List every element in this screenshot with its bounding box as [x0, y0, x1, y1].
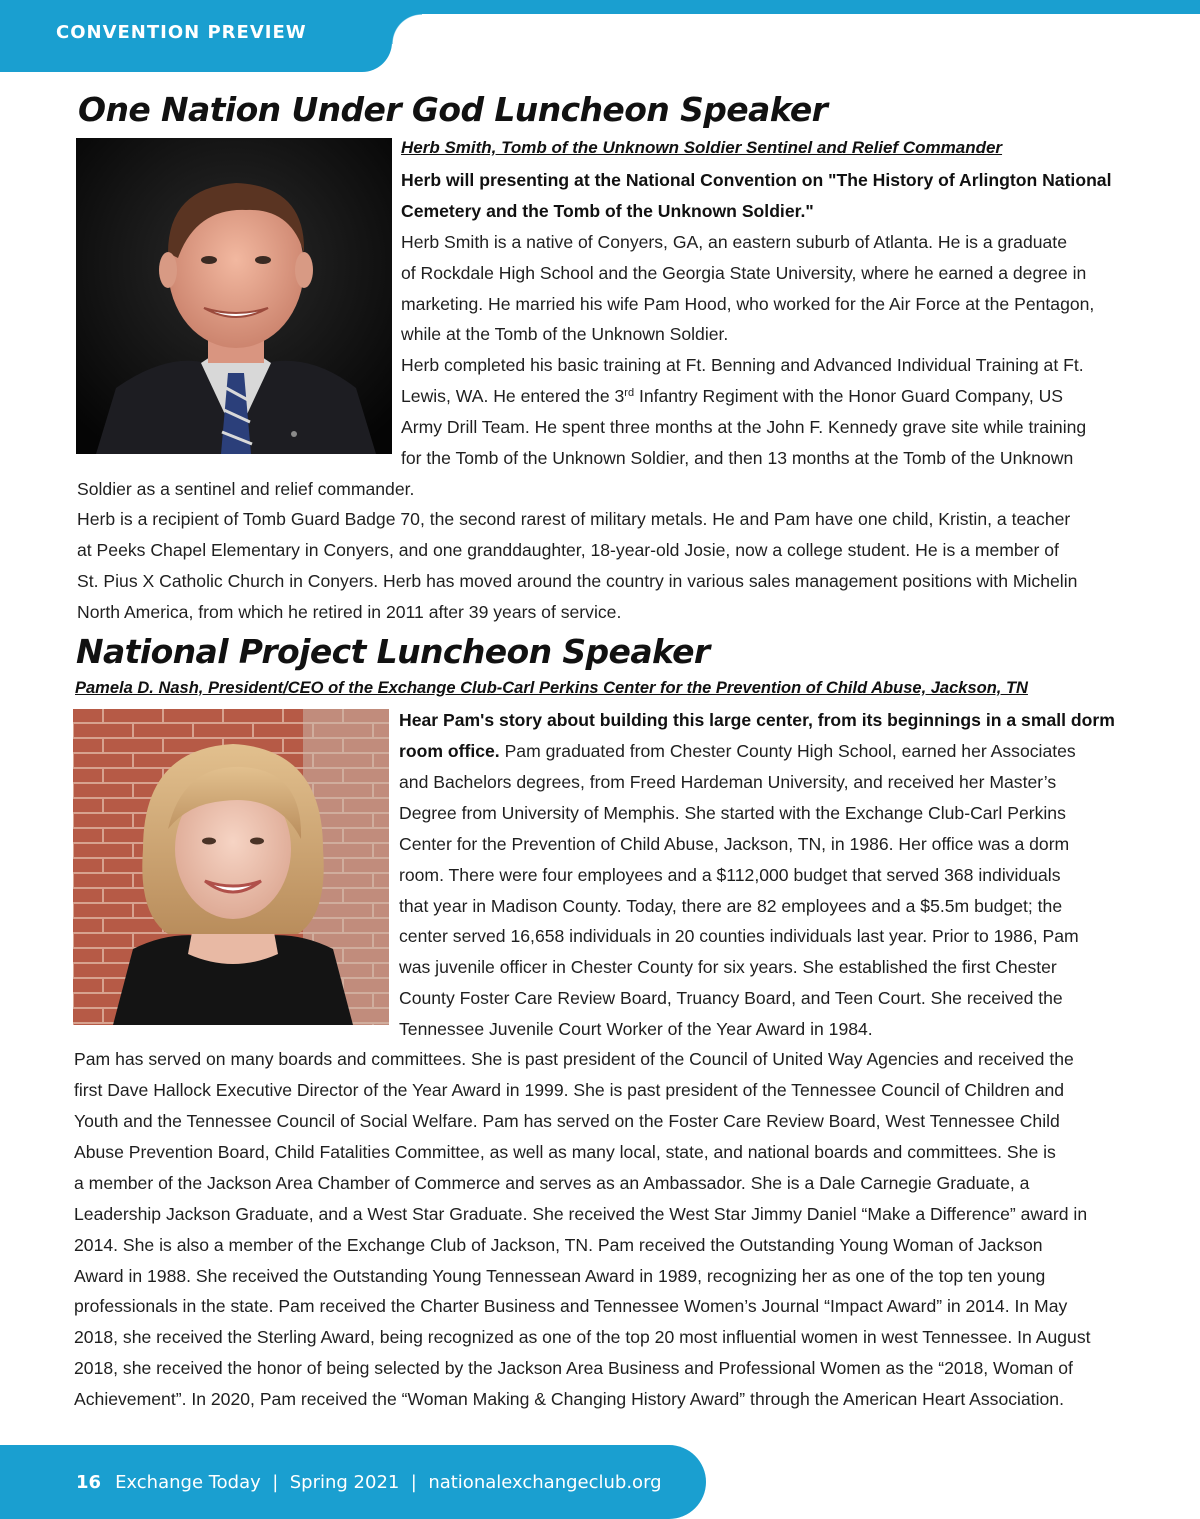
- pam-bio-line: a member of the Jackson Area Chamber of Commerce and serves as an Ambassador. She is a Dale Carnegie Graduate, a: [74, 1173, 1030, 1193]
- pam-bio-line: Center for the Prevention of Child Abuse, Jackson, TN, in 1986. Her office was a dorm: [399, 834, 1070, 854]
- herb-bio-line: North America, from which he retired in 2011 after 39 years of service.: [77, 602, 622, 622]
- section-label: CONVENTION PREVIEW: [56, 22, 307, 43]
- pam-bio-line: Leadership Jackson Graduate, and a West Star Graduate. She received the West Star Jimmy Daniel “Make a Difference” award in: [74, 1204, 1088, 1224]
- speaker-title-herb: Herb Smith, Tomb of the Unknown Soldier Sentinel and Relief Commander: [401, 138, 1003, 157]
- herb-bio-line: St. Pius X Catholic Church in Conyers. Herb has moved around the country in various sales management positions with Michelin: [77, 571, 1078, 591]
- pam-bio-line: Pam has served on many boards and committees. She is past president of the Council of United Way Agencies and received the: [74, 1049, 1074, 1069]
- pam-bio-line: room. There were four employees and a $112,000 budget that served 368 individuals: [399, 865, 1061, 885]
- pam-bio-line: [399, 740, 1076, 762]
- herb-bio-line: while at the Tomb of the Unknown Soldier.: [401, 324, 729, 344]
- herb-bio-segment: Infantry Regiment with the Honor Guard Company, US: [634, 386, 1064, 406]
- herb-bio-line: for the Tomb of the Unknown Soldier, and then 13 months at the Tomb of the Unknown: [401, 448, 1074, 468]
- pam-bio-line: Award in 1988. She received the Outstanding Young Tennessean Award in 1989, recognizing her as one of the top ten young: [74, 1266, 1046, 1286]
- herb-bio-line: Soldier as a sentinel and relief commander.: [77, 479, 415, 499]
- herb-bio-line: Herb completed his basic training at Ft. Benning and Advanced Individual Training at Ft.: [401, 355, 1084, 375]
- herb-bio-line: marketing. He married his wife Pam Hood, who worked for the Air Force at the Pentagon,: [401, 294, 1095, 314]
- pam-bio-line: Youth and the Tennessee Council of Social Welfare. Pam has served on the Foster Care Review Board, West Tennessee Child: [74, 1111, 1060, 1131]
- pam-bio-line: Tennessee Juvenile Court Worker of the Year Award in 1984.: [399, 1019, 873, 1039]
- section-heading-luncheon: One Nation Under God Luncheon Speaker: [78, 90, 828, 129]
- herb-bio-segment: Lewis, WA. He entered the 3: [401, 386, 625, 406]
- herb-bio-line: Herb Smith is a native of Conyers, GA, an eastern suburb of Atlanta. He is a graduate: [401, 232, 1067, 252]
- pam-bio-line: first Dave Hallock Executive Director of the Year Award in 1999. She is past president of the Tennessee Council of Children and: [74, 1080, 1065, 1100]
- herb-bio-line: of Rockdale High School and the Georgia State University, where he earned a degree in: [401, 263, 1087, 283]
- ordinal-superscript: rd: [624, 387, 635, 399]
- pam-bio-line: professionals in the state. Pam received the Charter Business and Tennessee Women’s Journal “Impact Award” in 2014. In May: [74, 1296, 1068, 1316]
- pam-bio-line: center served 16,658 individuals in 20 counties individuals last year. Prior to 1986, Pam: [399, 926, 1079, 946]
- photo-pamela-nash: [73, 709, 389, 1025]
- section-heading-national-project: National Project Luncheon Speaker: [76, 632, 710, 671]
- pam-bio-line: 2018, she received the Sterling Award, being recognized as one of the top 20 most influential women in west Tennessee. In August: [74, 1327, 1091, 1347]
- pam-bio-line: Abuse Prevention Board, Child Fatalities Committee, as well as many local, state, and national boards and committees. She is: [74, 1142, 1056, 1162]
- herb-bio-line: [401, 385, 1063, 407]
- pam-bio-line: Achievement”. In 2020, Pam received the “Woman Making & Changing History Award” through the American Heart Association.: [74, 1389, 1064, 1409]
- herb-bio-line: Army Drill Team. He spent three months at the John F. Kennedy grave site while training: [401, 417, 1087, 437]
- footer-publication: Exchange Today | Spring 2021 | nationalexchangeclub.org: [115, 1472, 662, 1493]
- photo-herb-smith: [76, 138, 392, 454]
- herb-lead-line-1: Herb will presenting at the National Convention on "The History of Arlington National: [401, 170, 1112, 190]
- pam-bio-line: and Bachelors degrees, from Freed Hardeman University, and received her Master’s: [399, 772, 1057, 792]
- pam-bio-line: 2014. She is also a member of the Exchange Club of Jackson, TN. Pam received the Outstanding Young Woman of Jackson: [74, 1235, 1043, 1255]
- herb-bio-line: Herb is a recipient of Tomb Guard Badge 70, the second rarest of military metals. He and Pam have one child, Kristin, a teacher: [77, 509, 1071, 529]
- pam-bio-line: Degree from University of Memphis. She started with the Exchange Club-Carl Perkins: [399, 803, 1066, 823]
- pam-lead-bold: Hear Pam's story about building this large center, from its beginnings in a small dorm: [399, 710, 1115, 730]
- pam-bio-line: that year in Madison County. Today, there are 82 employees and a $5.5m budget; the: [399, 896, 1063, 916]
- pam-bio-segment: Pam graduated from Chester County High School, earned her Associates: [499, 741, 1076, 761]
- page-number: 16: [76, 1472, 102, 1493]
- herb-lead-line-2: Cemetery and the Tomb of the Unknown Soldier.": [401, 201, 814, 221]
- pam-bio-line: was juvenile officer in Chester County for six years. She established the first Chester: [399, 957, 1057, 977]
- pam-bio-line: 2018, she received the honor of being selected by the Jackson Area Business and Professional Women as the “2018, Woman of: [74, 1358, 1073, 1378]
- pam-bio-line: County Foster Care Review Board, Truancy Board, and Teen Court. She received the: [399, 988, 1063, 1008]
- herb-bio-line: at Peeks Chapel Elementary in Conyers, and one granddaughter, 18-year-old Josie, now a college student. He is a member of: [77, 540, 1059, 560]
- pam-lead-bold: room office.: [399, 741, 500, 761]
- speaker-title-pamela: Pamela D. Nash, President/CEO of the Exchange Club-Carl Perkins Center for the Prevention of Child Abuse, Jackson, TN: [75, 679, 1028, 697]
- footer: [76, 1472, 662, 1493]
